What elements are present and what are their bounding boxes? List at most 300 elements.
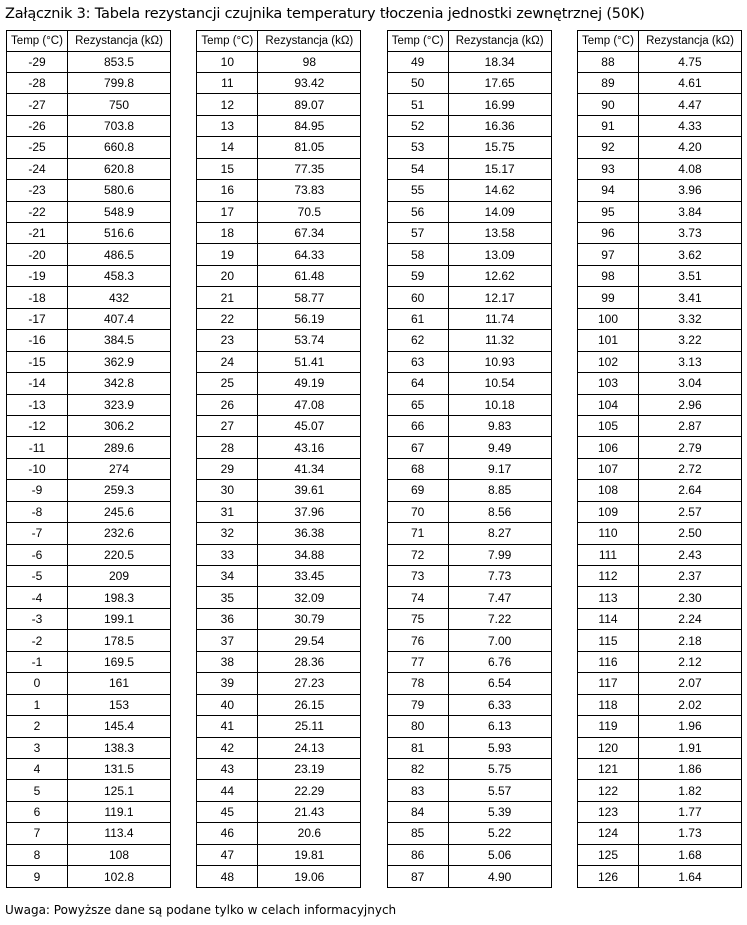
resistance-cell: 5.75 [448, 758, 551, 779]
resistance-cell: 2.02 [638, 694, 741, 715]
temp-cell: 84 [387, 801, 448, 822]
header-resistance: Rezystancja (kΩ) [638, 31, 741, 52]
temp-cell: 96 [577, 223, 638, 244]
temp-cell: 104 [577, 394, 638, 415]
table-row [7, 844, 171, 865]
table-row [197, 673, 361, 694]
resistance-cell: 131.5 [68, 758, 171, 779]
temp-cell: 113 [577, 587, 638, 608]
temp-cell: -26 [7, 115, 68, 136]
table-row [387, 308, 551, 329]
temp-cell: 93 [577, 158, 638, 179]
resistance-cell: 620.8 [68, 158, 171, 179]
table-row [197, 866, 361, 888]
temp-cell: 97 [577, 244, 638, 265]
temp-cell: 6 [7, 801, 68, 822]
resistance-cell: 1.73 [638, 823, 741, 844]
table-row [197, 72, 361, 93]
table-row [7, 587, 171, 608]
table-row [387, 694, 551, 715]
table-row [387, 673, 551, 694]
table-row [577, 308, 741, 329]
temp-cell: 35 [197, 587, 258, 608]
resistance-cell: 289.6 [68, 437, 171, 458]
temp-cell: 13 [197, 115, 258, 136]
resistance-cell: 209 [68, 566, 171, 587]
temp-cell: 124 [577, 823, 638, 844]
temp-cell: 60 [387, 287, 448, 308]
table-row [197, 480, 361, 501]
table-row [387, 351, 551, 372]
table-row [387, 608, 551, 629]
table-row [7, 716, 171, 737]
temp-cell: 69 [387, 480, 448, 501]
table-row [577, 115, 741, 136]
resistance-cell: 580.6 [68, 180, 171, 201]
resistance-cell: 24.13 [258, 737, 361, 758]
resistance-cell: 153 [68, 694, 171, 715]
temp-cell: 82 [387, 758, 448, 779]
temp-cell: 25 [197, 373, 258, 394]
resistance-cell: 14.09 [448, 201, 551, 222]
resistance-cell: 47.08 [258, 394, 361, 415]
table-row [197, 223, 361, 244]
table-row [7, 244, 171, 265]
temp-cell: 24 [197, 351, 258, 372]
resistance-cell: 2.87 [638, 415, 741, 436]
resistance-cell: 13.09 [448, 244, 551, 265]
table-row [387, 844, 551, 865]
resistance-cell: 16.99 [448, 94, 551, 115]
table-header-row [387, 31, 551, 52]
temp-cell: 114 [577, 608, 638, 629]
temp-cell: 68 [387, 458, 448, 479]
temp-cell: 36 [197, 608, 258, 629]
temp-cell: 30 [197, 480, 258, 501]
resistance-cell: 4.90 [448, 866, 551, 888]
resistance-cell: 2.64 [638, 480, 741, 501]
table-row [387, 801, 551, 822]
table-row [387, 566, 551, 587]
temp-cell: 0 [7, 673, 68, 694]
table-row [387, 780, 551, 801]
table-row [577, 651, 741, 672]
resistance-cell: 34.88 [258, 544, 361, 565]
temp-cell: 33 [197, 544, 258, 565]
resistance-cell: 3.96 [638, 180, 741, 201]
resistance-cell: 29.54 [258, 630, 361, 651]
table-row [387, 394, 551, 415]
table-block-2 [196, 30, 361, 888]
resistance-cell: 384.5 [68, 330, 171, 351]
table-row [7, 158, 171, 179]
resistance-cell: 119.1 [68, 801, 171, 822]
temp-cell: 8 [7, 844, 68, 865]
resistance-cell: 56.19 [258, 308, 361, 329]
table-row [197, 501, 361, 522]
table-row [197, 801, 361, 822]
resistance-cell: 2.30 [638, 587, 741, 608]
temp-cell: -14 [7, 373, 68, 394]
table-row [577, 866, 741, 888]
table-row [197, 137, 361, 158]
temp-cell: -28 [7, 72, 68, 93]
temp-cell: 80 [387, 716, 448, 737]
temp-cell: -8 [7, 501, 68, 522]
temp-cell: 67 [387, 437, 448, 458]
resistance-cell: 41.34 [258, 458, 361, 479]
resistance-cell: 2.24 [638, 608, 741, 629]
resistance-cell: 4.20 [638, 137, 741, 158]
temp-cell: 88 [577, 51, 638, 72]
temp-cell: 62 [387, 330, 448, 351]
temp-cell: 44 [197, 780, 258, 801]
table-row [7, 51, 171, 72]
table-row [7, 415, 171, 436]
temp-cell: -19 [7, 265, 68, 286]
resistance-cell: 14.62 [448, 180, 551, 201]
table-row [7, 94, 171, 115]
temp-cell: 2 [7, 716, 68, 737]
table-row [7, 544, 171, 565]
table-row [7, 566, 171, 587]
temp-cell: -10 [7, 458, 68, 479]
table-row [7, 673, 171, 694]
resistance-cell: 548.9 [68, 201, 171, 222]
temp-cell: 47 [197, 844, 258, 865]
temp-cell: 18 [197, 223, 258, 244]
temp-cell: 45 [197, 801, 258, 822]
temp-cell: 86 [387, 844, 448, 865]
resistance-cell: 11.74 [448, 308, 551, 329]
resistance-cell: 7.00 [448, 630, 551, 651]
temp-cell: 81 [387, 737, 448, 758]
temp-cell: 126 [577, 866, 638, 888]
table-row [197, 115, 361, 136]
temp-cell: 1 [7, 694, 68, 715]
table-row [387, 201, 551, 222]
table-row [387, 866, 551, 888]
resistance-cell: 245.6 [68, 501, 171, 522]
temp-cell: 10 [197, 51, 258, 72]
temp-cell: 120 [577, 737, 638, 758]
resistance-cell: 33.45 [258, 566, 361, 587]
resistance-cell: 43.16 [258, 437, 361, 458]
temp-cell: 27 [197, 415, 258, 436]
temp-cell: 32 [197, 523, 258, 544]
temp-cell: 109 [577, 501, 638, 522]
temp-cell: 92 [577, 137, 638, 158]
resistance-cell: 3.41 [638, 287, 741, 308]
table-row [387, 94, 551, 115]
resistance-cell: 432 [68, 287, 171, 308]
table-row [197, 180, 361, 201]
temp-cell: 70 [387, 501, 448, 522]
table-row [577, 201, 741, 222]
table-row [7, 866, 171, 888]
resistance-cell: 2.12 [638, 651, 741, 672]
table-row [7, 137, 171, 158]
table-row [577, 437, 741, 458]
resistance-cell: 799.8 [68, 72, 171, 93]
resistance-cell: 20.6 [258, 823, 361, 844]
resistance-cell: 2.96 [638, 394, 741, 415]
temp-cell: -23 [7, 180, 68, 201]
resistance-cell: 61.48 [258, 265, 361, 286]
table-row [387, 72, 551, 93]
temp-cell: 75 [387, 608, 448, 629]
temp-cell: 41 [197, 716, 258, 737]
table-row [7, 651, 171, 672]
resistance-cell: 8.27 [448, 523, 551, 544]
table-row [197, 651, 361, 672]
table-block-3 [387, 30, 552, 888]
resistance-cell: 323.9 [68, 394, 171, 415]
temp-cell: -16 [7, 330, 68, 351]
temp-cell: 63 [387, 351, 448, 372]
page-title: Załącznik 3: Tabela rezystancji czujnika temperatury tłoczenia jednostki zewnętrznej (50K) [5, 6, 645, 22]
temp-cell: 66 [387, 415, 448, 436]
resistance-cell: 7.47 [448, 587, 551, 608]
temp-cell: 26 [197, 394, 258, 415]
table-row [577, 823, 741, 844]
temp-cell: 95 [577, 201, 638, 222]
temp-cell: 85 [387, 823, 448, 844]
temp-cell: -2 [7, 630, 68, 651]
resistance-cell: 5.57 [448, 780, 551, 801]
temp-cell: -18 [7, 287, 68, 308]
resistance-cell: 15.75 [448, 137, 551, 158]
temp-cell: 59 [387, 265, 448, 286]
table-row [7, 437, 171, 458]
temp-cell: -15 [7, 351, 68, 372]
table-row [577, 566, 741, 587]
table-row [7, 737, 171, 758]
table-row [577, 223, 741, 244]
resistance-cell: 703.8 [68, 115, 171, 136]
table-row [7, 458, 171, 479]
resistance-cell: 1.82 [638, 780, 741, 801]
temp-cell: 105 [577, 415, 638, 436]
temp-cell: -29 [7, 51, 68, 72]
table-row [197, 523, 361, 544]
temp-cell: -27 [7, 94, 68, 115]
temp-cell: 16 [197, 180, 258, 201]
temp-cell: 111 [577, 544, 638, 565]
table-row [7, 72, 171, 93]
temp-cell: 121 [577, 758, 638, 779]
table-header-row [577, 31, 741, 52]
resistance-cell: 70.5 [258, 201, 361, 222]
table-row [197, 587, 361, 608]
table-row [197, 158, 361, 179]
header-temp: Temp (°C) [197, 31, 258, 52]
table-row [7, 501, 171, 522]
table-row [197, 844, 361, 865]
resistance-cell: 28.36 [258, 651, 361, 672]
temp-cell: -13 [7, 394, 68, 415]
table-row [387, 137, 551, 158]
resistance-cell: 98 [258, 51, 361, 72]
table-row [387, 758, 551, 779]
table-row [387, 523, 551, 544]
header-temp: Temp (°C) [7, 31, 68, 52]
resistance-cell: 145.4 [68, 716, 171, 737]
resistance-cell: 49.19 [258, 373, 361, 394]
table-row [387, 330, 551, 351]
temp-cell: 19 [197, 244, 258, 265]
resistance-cell: 19.81 [258, 844, 361, 865]
resistance-cell: 4.33 [638, 115, 741, 136]
table-row [577, 694, 741, 715]
table-block-1 [6, 30, 171, 888]
resistance-cell: 84.95 [258, 115, 361, 136]
resistance-cell: 37.96 [258, 501, 361, 522]
resistance-cell: 81.05 [258, 137, 361, 158]
temp-cell: 39 [197, 673, 258, 694]
temp-cell: -24 [7, 158, 68, 179]
temp-cell: -9 [7, 480, 68, 501]
temp-cell: 49 [387, 51, 448, 72]
temp-cell: -4 [7, 587, 68, 608]
resistance-cell: 486.5 [68, 244, 171, 265]
resistance-cell: 3.62 [638, 244, 741, 265]
temp-cell: 15 [197, 158, 258, 179]
temp-cell: 112 [577, 566, 638, 587]
resistance-cell: 108 [68, 844, 171, 865]
table-header-row [197, 31, 361, 52]
temp-cell: 103 [577, 373, 638, 394]
table-row [197, 694, 361, 715]
resistance-cell: 3.22 [638, 330, 741, 351]
resistance-cell: 11.32 [448, 330, 551, 351]
table-row [197, 780, 361, 801]
resistance-cell: 93.42 [258, 72, 361, 93]
resistance-cell: 6.13 [448, 716, 551, 737]
resistance-cell: 660.8 [68, 137, 171, 158]
resistance-cell: 8.56 [448, 501, 551, 522]
resistance-cell: 6.76 [448, 651, 551, 672]
temp-cell: 55 [387, 180, 448, 201]
table-row [197, 458, 361, 479]
resistance-cell: 89.07 [258, 94, 361, 115]
table-row [577, 737, 741, 758]
table-row [577, 501, 741, 522]
table-row [387, 265, 551, 286]
temp-cell: 101 [577, 330, 638, 351]
resistance-cell: 16.36 [448, 115, 551, 136]
table-row [577, 394, 741, 415]
resistance-cell: 51.41 [258, 351, 361, 372]
table-row [577, 523, 741, 544]
table-row [577, 415, 741, 436]
resistance-cell: 342.8 [68, 373, 171, 394]
resistance-cell: 1.91 [638, 737, 741, 758]
table-row [387, 630, 551, 651]
table-row [7, 758, 171, 779]
table-header-row [7, 31, 171, 52]
resistance-cell: 1.86 [638, 758, 741, 779]
temp-cell: 118 [577, 694, 638, 715]
temp-cell: -21 [7, 223, 68, 244]
temp-cell: -1 [7, 651, 68, 672]
temp-cell: 100 [577, 308, 638, 329]
table-row [577, 244, 741, 265]
resistance-cell: 274 [68, 458, 171, 479]
resistance-cell: 1.77 [638, 801, 741, 822]
temp-cell: -5 [7, 566, 68, 587]
resistance-cell: 10.54 [448, 373, 551, 394]
resistance-cell: 22.29 [258, 780, 361, 801]
table-row [387, 115, 551, 136]
resistance-cell: 198.3 [68, 587, 171, 608]
resistance-cell: 4.75 [638, 51, 741, 72]
resistance-cell: 102.8 [68, 866, 171, 888]
table-row [387, 544, 551, 565]
temp-cell: 72 [387, 544, 448, 565]
temp-cell: 110 [577, 523, 638, 544]
table-block-4 [577, 30, 742, 888]
resistance-cell: 27.23 [258, 673, 361, 694]
temp-cell: 43 [197, 758, 258, 779]
resistance-cell: 9.83 [448, 415, 551, 436]
temp-cell: 28 [197, 437, 258, 458]
footnote: Uwaga: Powyższe dane są podane tylko w celach informacyjnych [5, 903, 397, 917]
resistance-cell: 1.64 [638, 866, 741, 888]
resistance-cell: 2.57 [638, 501, 741, 522]
table-row [387, 373, 551, 394]
table-row [7, 823, 171, 844]
temp-cell: 125 [577, 844, 638, 865]
resistance-cell: 10.93 [448, 351, 551, 372]
temp-cell: 106 [577, 437, 638, 458]
temp-cell: 77 [387, 651, 448, 672]
resistance-cell: 9.17 [448, 458, 551, 479]
table-row [577, 51, 741, 72]
temp-cell: 7 [7, 823, 68, 844]
temp-cell: 108 [577, 480, 638, 501]
temp-cell: 53 [387, 137, 448, 158]
temp-cell: 40 [197, 694, 258, 715]
temp-cell: 117 [577, 673, 638, 694]
temp-cell: 38 [197, 651, 258, 672]
temp-cell: 21 [197, 287, 258, 308]
temp-cell: -22 [7, 201, 68, 222]
table-row [577, 158, 741, 179]
temp-cell: 51 [387, 94, 448, 115]
table-row [577, 137, 741, 158]
resistance-cell: 199.1 [68, 608, 171, 629]
temp-cell: 102 [577, 351, 638, 372]
resistance-cell: 15.17 [448, 158, 551, 179]
table-row [387, 415, 551, 436]
temp-cell: 87 [387, 866, 448, 888]
resistance-cell: 407.4 [68, 308, 171, 329]
temp-cell: 37 [197, 630, 258, 651]
resistance-cell: 5.22 [448, 823, 551, 844]
temp-cell: 12 [197, 94, 258, 115]
resistance-cell: 5.93 [448, 737, 551, 758]
table-row [197, 394, 361, 415]
temp-cell: 94 [577, 180, 638, 201]
table-row [7, 351, 171, 372]
table-row [387, 651, 551, 672]
table-row [197, 94, 361, 115]
table-row [197, 737, 361, 758]
table-row [7, 308, 171, 329]
temp-cell: 79 [387, 694, 448, 715]
temp-cell: 73 [387, 566, 448, 587]
